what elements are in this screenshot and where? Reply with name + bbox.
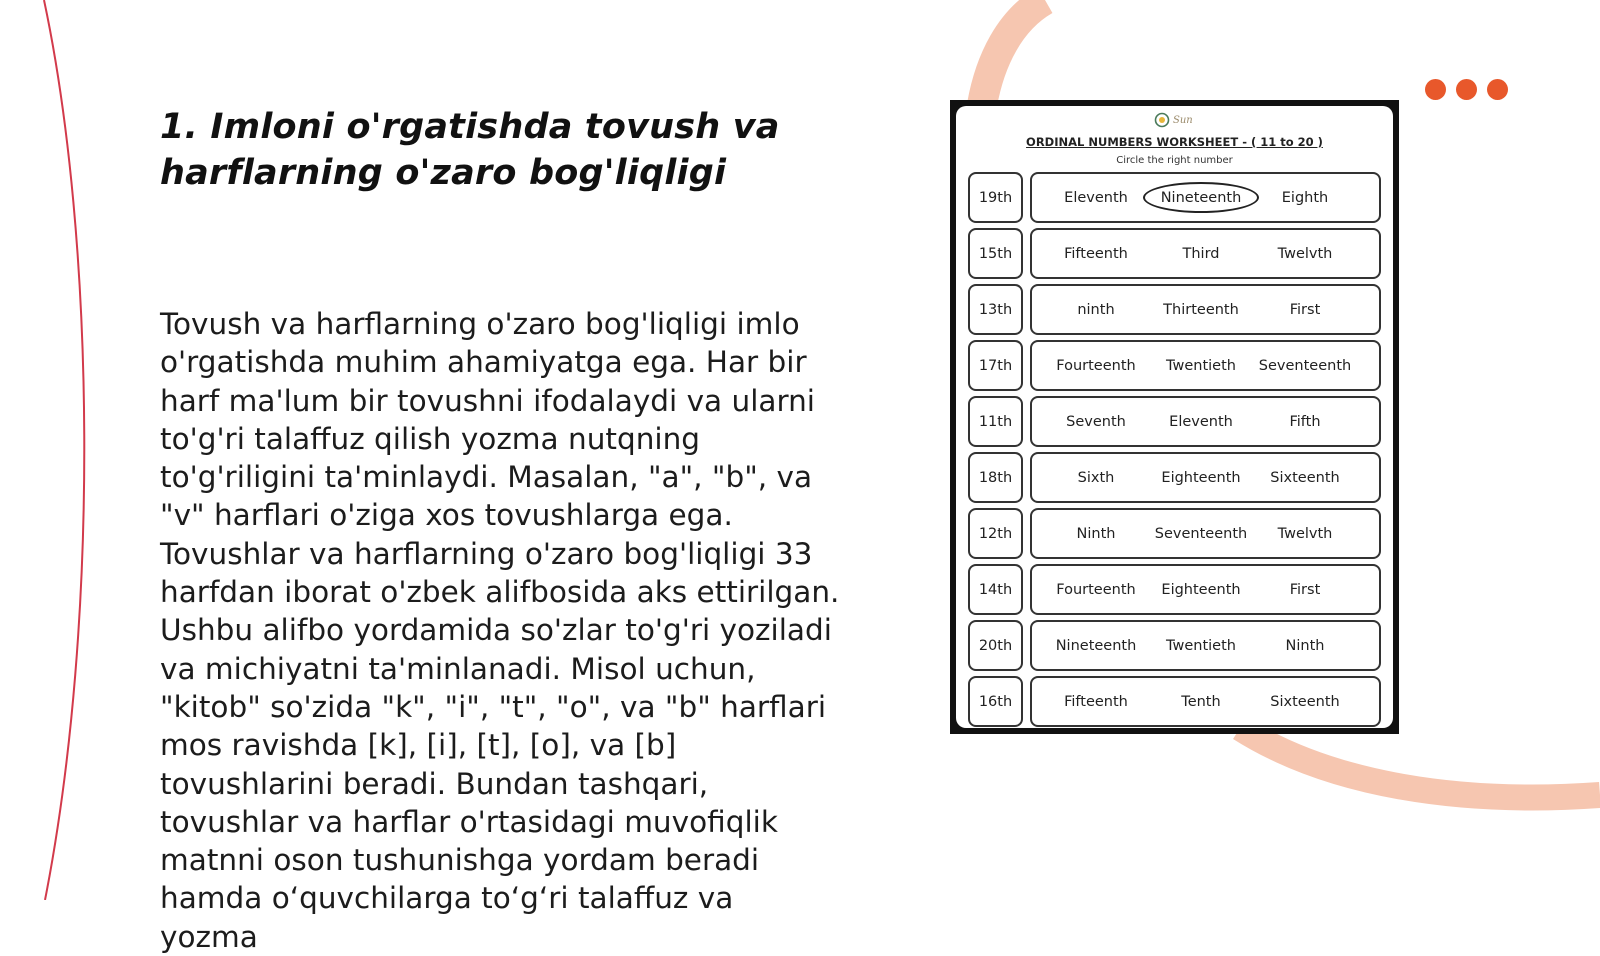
dot <box>1425 79 1446 100</box>
option-word: Ninth <box>1076 525 1116 542</box>
option-word: Sixteenth <box>1270 469 1340 486</box>
ordinal-box: 12th <box>968 508 1023 559</box>
dot <box>1487 79 1508 100</box>
worksheet-image <box>950 100 1399 734</box>
decorative-dots <box>1425 79 1508 100</box>
decor-arc-bottom <box>1240 728 1600 797</box>
options-box <box>1030 340 1381 391</box>
globe-logo-icon <box>1154 112 1170 128</box>
option-word-circled: Nineteenth <box>1146 174 1256 221</box>
ordinal-box: 14th <box>968 564 1023 615</box>
worksheet-title: ORDINAL NUMBERS WORKSHEET - ( 11 to 20 ) <box>1026 135 1323 149</box>
options-box <box>1030 172 1381 223</box>
option-word: Eighteenth <box>1161 581 1241 598</box>
option-word: First <box>1289 301 1321 318</box>
option-word: Third <box>1182 245 1220 262</box>
left-red-curve <box>44 0 84 900</box>
option-word: Fifteenth <box>1064 693 1128 710</box>
option-word: Eleventh <box>1169 413 1233 430</box>
option-word: Seventeenth <box>1258 357 1352 374</box>
ordinal-box: 19th <box>968 172 1023 223</box>
option-word: Eighteenth <box>1161 469 1241 486</box>
option-word: Eighth <box>1281 189 1329 206</box>
slide-body-text: Tovush va harflarning o'zaro bog'liqligi imlo o'rgatishda muhim ahamiyatga ega. Har bir harf ma'lum bir tovushni ifodalaydi va ularni to'g'ri talaffuz qilish yozma nutqning to'g'riligini ta'minlaydi. Masalan, "a", "b", va "v" harflari o'ziga xos tovushlarga ega. Tovushlar va harflarning o'zaro bog'liqligi 33 harfdan iborat o'zbek alifbosida aks ettirilgan. Ushbu alifbo yordamida so'zlar to'g'ri yoziladi va michiyatni ta'minlanadi. Misol uchun, "kitob" so'zida "k", "i", "t", "o", va "b" harflari mos ravishda [k], [i], [t], [o], va [b] tovushlarini beradi. Bundan tashqari, tovushlar va harflar o'rtasidagi muvofiqlik matnni oson tushunishga yordam beradi hamda o‘quvchilarga to‘g‘ri talaffuz va yozma <box>160 307 840 954</box>
options-box <box>1030 228 1381 279</box>
worksheet-logo <box>1154 112 1193 128</box>
option-word: Fifteenth <box>1064 245 1128 262</box>
options-box <box>1030 564 1381 615</box>
slide-title: 1. Imloni o'rgatishda tovush va harflarning o'zaro bog'liqligi <box>160 107 780 193</box>
ordinal-box: 13th <box>968 284 1023 335</box>
option-word: First <box>1289 581 1321 598</box>
options-box <box>1030 396 1381 447</box>
worksheet-instruction: Circle the right number <box>1116 155 1233 166</box>
ordinal-box: 16th <box>968 676 1023 727</box>
option-word: Sixteenth <box>1270 693 1340 710</box>
option-word: Tenth <box>1181 693 1221 710</box>
option-word: Twentieth <box>1166 637 1236 654</box>
dot <box>1456 79 1477 100</box>
options-box <box>1030 676 1381 727</box>
option-word: Ninth <box>1285 637 1325 654</box>
ordinal-box: 11th <box>968 396 1023 447</box>
worksheet-page <box>956 106 1393 728</box>
ordinal-box: 18th <box>968 452 1023 503</box>
option-word: Eleventh <box>1064 189 1128 206</box>
option-word: Fourteenth <box>1056 581 1136 598</box>
option-word: Twentieth <box>1166 357 1236 374</box>
option-word: ninth <box>1077 301 1115 318</box>
option-word: Fifth <box>1289 413 1321 430</box>
option-word: Seventeenth <box>1154 525 1248 542</box>
option-word: Thirteenth <box>1163 301 1239 318</box>
ordinal-box: 20th <box>968 620 1023 671</box>
option-word: Fourteenth <box>1056 357 1136 374</box>
options-box <box>1030 620 1381 671</box>
options-box <box>1030 284 1381 335</box>
ordinal-box: 17th <box>968 340 1023 391</box>
option-word: Nineteenth <box>1055 637 1137 654</box>
option-word: Twelvth <box>1277 245 1333 262</box>
option-word: Seventh <box>1066 413 1126 430</box>
logo-text: Sun <box>1173 114 1193 126</box>
option-word: Twelvth <box>1277 525 1333 542</box>
options-box <box>1030 452 1381 503</box>
options-box <box>1030 508 1381 559</box>
decor-arc-top <box>982 0 1045 105</box>
option-word: Sixth <box>1077 469 1115 486</box>
ordinal-box: 15th <box>968 228 1023 279</box>
